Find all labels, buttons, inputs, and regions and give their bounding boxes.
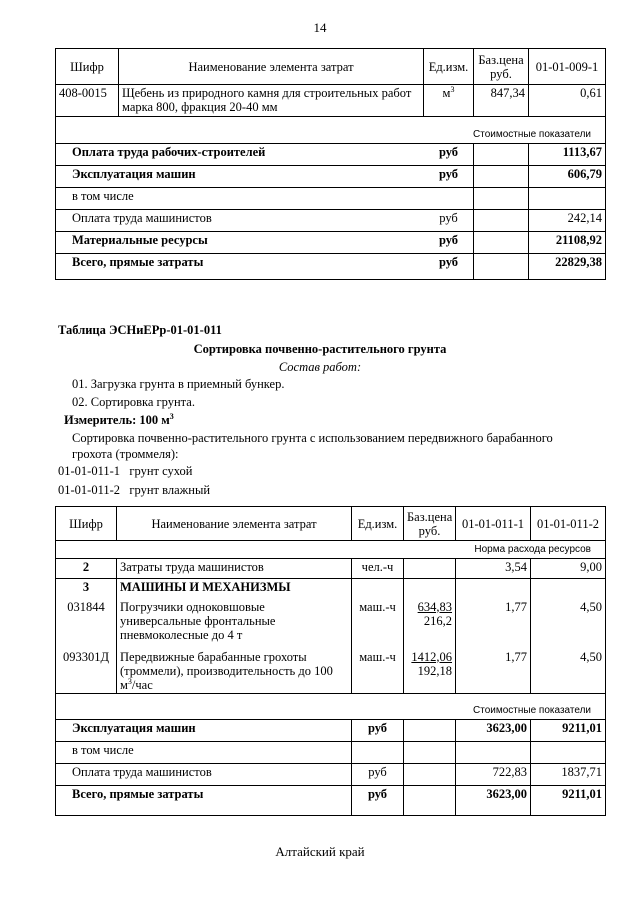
header-unit: Ед.изм.: [424, 49, 474, 85]
header-base-price: Баз.цена руб.: [474, 49, 529, 85]
cost-table-2: [55, 506, 606, 816]
summary-row: Материальные ресурсы руб 21108,92: [56, 231, 606, 253]
table-row: 031844 Погрузчики одноковшовые универсальные фронтальные пневмоколесные до 4 т маш.-ч 634,83 216,2 1,77 4,50: [56, 599, 606, 649]
step-item: 02. Сортировка грунта.: [72, 395, 195, 409]
summary-row: Оплата труда рабочих-строителей руб 1113,67: [56, 143, 606, 165]
norm-label: Норма расхода ресурсов: [56, 541, 606, 559]
section-label: Стоимостные показатели: [56, 703, 606, 720]
header-unit: Ед.изм.: [352, 507, 404, 541]
summary-row: Всего, прямые затраты руб 3623,00 9211,01: [56, 786, 606, 816]
summary-row: Эксплуатация машин руб 606,79: [56, 165, 606, 187]
table-header-row: [56, 507, 606, 541]
header-norm-code: 01-01-009-1: [529, 49, 606, 85]
summary-row: в том числе: [56, 187, 606, 209]
description-line: Сортировка почвенно-растительного грунта с использованием передвижного барабанного: [72, 431, 553, 445]
summary-row: Оплата труда машинистов руб 722,83 1837,71: [56, 764, 606, 786]
resource-name: Щебень из природного камня для строительных работ марка 800, фракция 20-40 мм: [119, 85, 424, 117]
resource-value: 0,61: [529, 85, 606, 117]
header-base-price: Баз.цена руб.: [404, 507, 456, 541]
measure-unit: Измеритель: 100 $м^3$: [64, 411, 174, 427]
header-norm-code-2: 01-01-011-2: [531, 507, 606, 541]
resource-price: 847,34: [474, 85, 529, 117]
table-row: 093301Д Передвижные барабанные грохоты (троммели), производительность до 100 $м^3$/час маш.-ч 1412,06 192,18 1,77 4,50: [56, 649, 606, 694]
resource-code: 408-0015: [56, 85, 119, 117]
resource-unit: $м^3$: [424, 85, 474, 117]
table-header-row: [56, 49, 606, 85]
summary-row: Эксплуатация машин руб 3623,00 9211,01: [56, 720, 606, 742]
summary-row: Всего, прямые затраты руб 22829,38: [56, 253, 606, 279]
table-row: 2 Затраты труда машинистов чел.-ч 3,54 9,00: [56, 559, 606, 579]
section-heading: Сортировка почвенно-растительного грунта: [193, 342, 447, 356]
variant-item: 01-01-011-2 грунт влажный: [58, 483, 211, 497]
section-label: Стоимостные показатели: [56, 127, 606, 144]
table-title: Таблица ЭСНиЕРр-01-01-011: [58, 323, 222, 337]
page-number: 14: [313, 20, 327, 35]
page-footer: Алтайский край: [275, 844, 365, 859]
variant-item: 01-01-011-1 грунт сухой: [58, 464, 193, 478]
section-subheading: Состав работ:: [278, 360, 362, 374]
header-name: Наименование элемента затрат: [117, 507, 352, 541]
table-row: [56, 85, 606, 117]
summary-row: Оплата труда машинистов руб 242,14: [56, 209, 606, 231]
header-norm-code-1: 01-01-011-1: [456, 507, 531, 541]
header-code: Шифр: [56, 49, 119, 85]
description-line: грохота (троммеля):: [72, 447, 179, 461]
step-item: 01. Загрузка грунта в приемный бункер.: [72, 377, 285, 391]
table-row: 3 МАШИНЫ И МЕХАНИЗМЫ: [56, 579, 606, 599]
header-name: Наименование элемента затрат: [119, 49, 424, 85]
summary-row: в том числе: [56, 742, 606, 764]
header-code: Шифр: [56, 507, 117, 541]
cost-table-1: [55, 48, 606, 280]
